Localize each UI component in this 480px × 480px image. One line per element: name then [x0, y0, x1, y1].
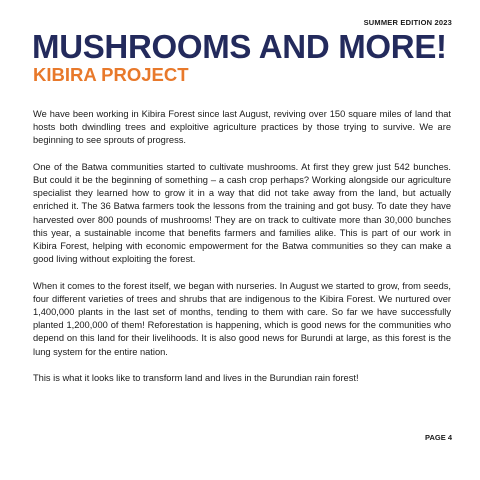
article-paragraph: One of the Batwa communities started to cultivate mushrooms. At first they grew just 542 bunches. But could it be the beginning of something – a cash crop perhaps? Working alongside our agriculture specialist they learned how to grow it in a way that did not take away from the land, but actually enriched it. The 36 Batwa farmers took the lessons from the training and got busy. To date they have harvested over 800 pounds of mushrooms! They are on track to cultivate more than 30,000 bunches this year, a sustainable income that benefits farmers and families alike. This is part of our work in Kibira Forest, helping with economic empowerment for the Batwa communities so they can make a good living without exploiting the forest.: [33, 161, 451, 265]
edition-label: SUMMER EDITION 2023: [363, 18, 452, 27]
article-subtitle: KIBIRA PROJECT: [33, 64, 189, 85]
article-paragraph: When it comes to the forest itself, we began with nurseries. In August we started to grow, from seeds, four different varieties of trees and shrubs that are indigenous to the Kibira Forest. We nurtured over 1,400,000 plants in the last set of months, tending to them with care. So far we have successfully planted 1,200,000 of them! Reforestation is happening, which is good news for the communities who depend on this land for their livelihoods. It is also good news for Burundi at large, as this forest is the lung system for the entire nation.: [33, 280, 451, 357]
article-body: [33, 108, 451, 398]
article-title: MUSHROOMS AND MORE!: [32, 28, 447, 65]
article-paragraph: We have been working in Kibira Forest since last August, reviving over 150 square miles of land that hosts both dwindling trees and exploitive agriculture practices by those trying to survive. We are beginning to see sprouts of progress.: [33, 109, 451, 146]
page-number: PAGE 4: [425, 433, 452, 442]
article-paragraph: This is what it looks like to transform land and lives in the Burundian rain forest!: [33, 373, 359, 384]
